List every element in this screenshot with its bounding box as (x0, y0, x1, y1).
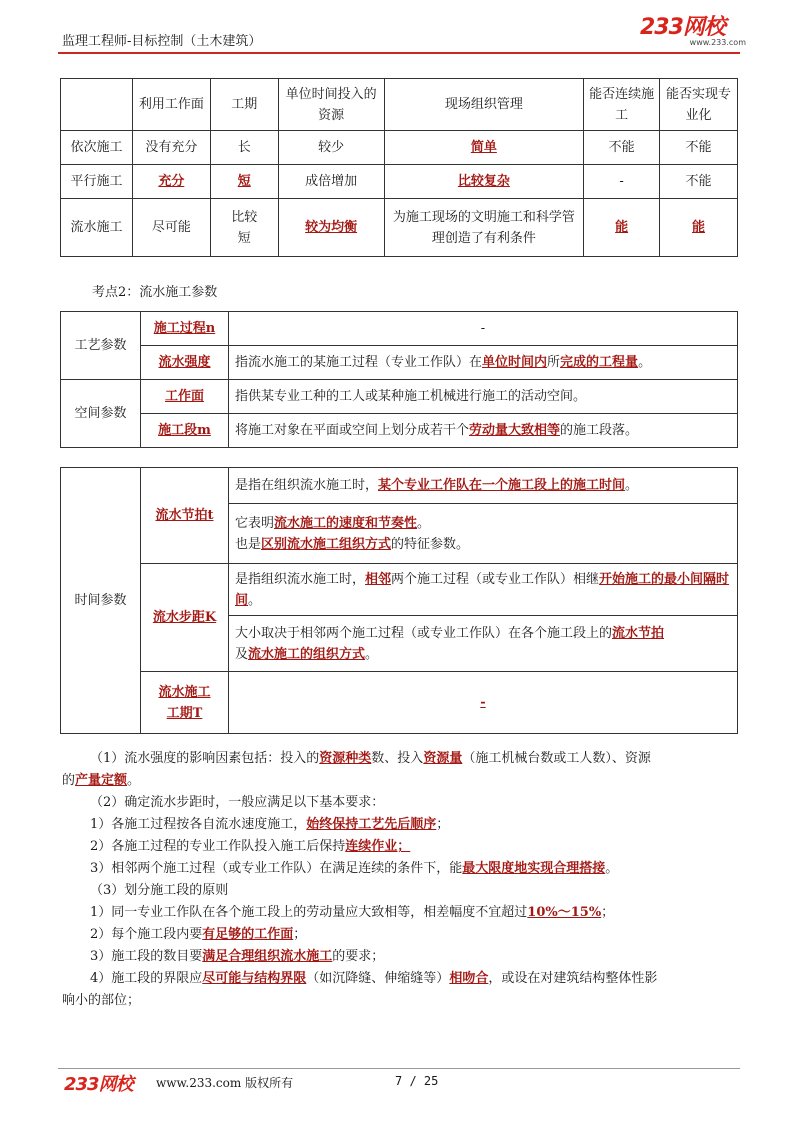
table-row (61, 131, 738, 165)
highlight: 单位时间内 (482, 355, 548, 370)
notes-section (62, 748, 742, 1012)
highlight: 产量定额 (75, 773, 128, 788)
text: 的 (62, 773, 76, 788)
text: 它表明 (235, 515, 275, 531)
text: 。 (638, 355, 652, 370)
highlight: 有足够的工作面 (202, 927, 294, 942)
table-cell: 成倍增加 (278, 165, 384, 199)
footer-logo: 233网校 (64, 1074, 133, 1095)
text: 的施工段落。 (560, 423, 639, 438)
highlight: 区别流水施工组织方式 (261, 536, 392, 552)
text: 的特征参数。 (391, 536, 470, 552)
text: 将施工对象在平面或空间上划分成若干个 (235, 423, 470, 438)
highlight: 10%～15% (527, 905, 602, 920)
text: （3）划分施工段的原则 (90, 883, 229, 898)
text: （施工机械台数或工人数）、资源 (462, 751, 651, 766)
table-cell: 流水施工 (61, 199, 133, 257)
param-name: 施工段m (141, 414, 229, 448)
table-cell: 比较短 (210, 199, 278, 257)
table-header-cell: 利用工作面 (132, 79, 210, 131)
highlight: 相吻合 (449, 971, 489, 986)
param-desc (229, 616, 738, 672)
table-header-cell: 工期 (210, 79, 278, 131)
table-header-row (61, 79, 738, 131)
table-cell: 没有充分 (132, 131, 210, 165)
highlight: 资源种类 (319, 751, 372, 766)
highlight: 相邻 (365, 571, 392, 587)
text: （如沉降缝、伸缩缝等） (306, 971, 450, 986)
highlight: 流水节拍 (612, 625, 665, 641)
text: 1）同一专业工作队在各个施工段上的劳动量应大致相等，相差幅度不宜超过 (90, 905, 528, 920)
table-cell: 不能 (660, 165, 738, 199)
text: 所 (547, 355, 561, 370)
table-cell: 长 (210, 131, 278, 165)
brand-logo (640, 16, 750, 50)
footer-divider (58, 1068, 740, 1069)
highlight: 满足合理组织流水施工 (202, 949, 333, 964)
category-cell: 空间参数 (61, 380, 141, 448)
param-desc: 指供某专业工种的工人或某种施工机械进行施工的活动空间。 (229, 380, 738, 414)
param-desc: - (229, 672, 738, 734)
text: ； (601, 905, 615, 920)
param-name: 流水强度 (141, 346, 229, 380)
text: 及 (235, 646, 249, 662)
table-cell: 尽可能 (132, 199, 210, 257)
text: 2）每个施工段内要 (90, 927, 203, 942)
text: 4）施工段的界限应 (90, 971, 203, 986)
text: 3）施工段的数目要 (90, 949, 203, 964)
text: 是指组织流水施工时， (235, 571, 366, 587)
header-divider (58, 52, 740, 54)
comparison-table (60, 78, 738, 257)
highlight: 尽可能与结构界限 (202, 971, 307, 986)
param-name: 流水节拍t (141, 468, 229, 564)
param-desc (229, 414, 738, 448)
highlight: 始终保持工艺先后顺序 (306, 817, 437, 832)
table-cell: 平行施工 (61, 165, 133, 199)
highlight: 资源量 (423, 751, 463, 766)
section-heading: 考点2：流水施工参数 (92, 285, 218, 300)
brand-logo-text: 233网校 (640, 15, 725, 40)
highlight: 开始施工的最小间隔时间 (235, 571, 730, 608)
category-cell: 工艺参数 (61, 312, 141, 380)
param-name: 流水步距K (141, 564, 229, 672)
highlight: 流水施工的速度和节奏性 (274, 515, 418, 531)
text: 数、投入 (371, 751, 424, 766)
text: 。 (365, 646, 379, 662)
text: ，或设在对建筑结构整体性影 (488, 971, 658, 986)
table-cell: 较少 (278, 131, 384, 165)
highlight: 劳动量大致相等 (469, 423, 561, 438)
text: 。 (605, 861, 619, 876)
param-desc: - (229, 312, 738, 346)
table-cell: 为施工现场的文明施工和科学管理创造了有利条件 (384, 199, 584, 257)
category-cell: 时间参数 (61, 468, 141, 734)
table-cell: 比较复杂 (384, 165, 584, 199)
param-desc (229, 468, 738, 504)
text: 是指在组织流水施工时， (235, 478, 379, 493)
table-cell: 能 (660, 199, 738, 257)
text: （1）流水强度的影响因素包括：投入的 (90, 751, 320, 766)
table-cell: 充分 (132, 165, 210, 199)
param-desc (229, 346, 738, 380)
table-header-cell: 单位时间投入的资源 (278, 79, 384, 131)
text: 的要求； (332, 949, 385, 964)
table-header-cell (61, 79, 133, 131)
table-cell: 不能 (584, 131, 660, 165)
table-cell: 简单 (384, 131, 584, 165)
text: 1）各施工过程按各自流水速度施工， (90, 817, 307, 832)
page-number: 7 / 25 (395, 1074, 439, 1088)
table-cell: 能 (584, 199, 660, 257)
highlight: 某个专业工作队在一个施工段上的施工时间 (378, 478, 626, 493)
text: 2）各施工过程的专业工作队投入施工后保持 (90, 839, 346, 854)
table-cell: 不能 (660, 131, 738, 165)
text: 响小的部位； (62, 993, 141, 1008)
text: 。 (417, 515, 431, 531)
param-name: 工作面 (141, 380, 229, 414)
table-header-cell: 能否连续施工 (584, 79, 660, 131)
table-header-cell: 现场组织管理 (384, 79, 584, 131)
text: 指流水施工的某施工过程（专业工作队）在 (235, 355, 483, 370)
highlight: 流水施工的组织方式 (248, 646, 366, 662)
table-cell: - (584, 165, 660, 199)
table-cell: 短 (210, 165, 278, 199)
text: 大小取决于相邻两个施工过程（或专业工作队）在各个施工段上的 (235, 625, 613, 641)
table-cell: 较为均衡 (278, 199, 384, 257)
highlight: 最大限度地实现合理搭接 (462, 861, 606, 876)
brand-logo-url: www.233.com (689, 38, 746, 47)
text: 。 (625, 478, 639, 493)
text: ； (436, 817, 450, 832)
text: ； (293, 927, 307, 942)
param-desc (229, 504, 738, 564)
table-header-cell: 能否实现专业化 (660, 79, 738, 131)
param-desc (229, 564, 738, 616)
highlight: 连续作业； (345, 839, 411, 854)
text: 也是 (235, 536, 262, 552)
highlight: 完成的工程量 (560, 355, 639, 370)
table-cell: 依次施工 (61, 131, 133, 165)
table-row (61, 165, 738, 199)
table-row (61, 199, 738, 257)
param-name: 流水施工工期T (141, 672, 229, 734)
text: 两个施工过程（或专业工作队）相继 (391, 571, 600, 587)
text: 。 (127, 773, 141, 788)
text: 。 (248, 592, 262, 608)
process-space-params-table (60, 311, 738, 448)
time-params-table (60, 467, 738, 734)
text: 3）相邻两个施工过程（或专业工作队）在满足连续的条件下，能 (90, 861, 463, 876)
footer-copyright: www.233.com 版权所有 (156, 1076, 294, 1090)
param-name: 施工过程n (141, 312, 229, 346)
header-title: 监理工程师-目标控制（土木建筑） (62, 34, 262, 49)
text: （2）确定流水步距时，一般应满足以下基本要求： (90, 795, 385, 810)
